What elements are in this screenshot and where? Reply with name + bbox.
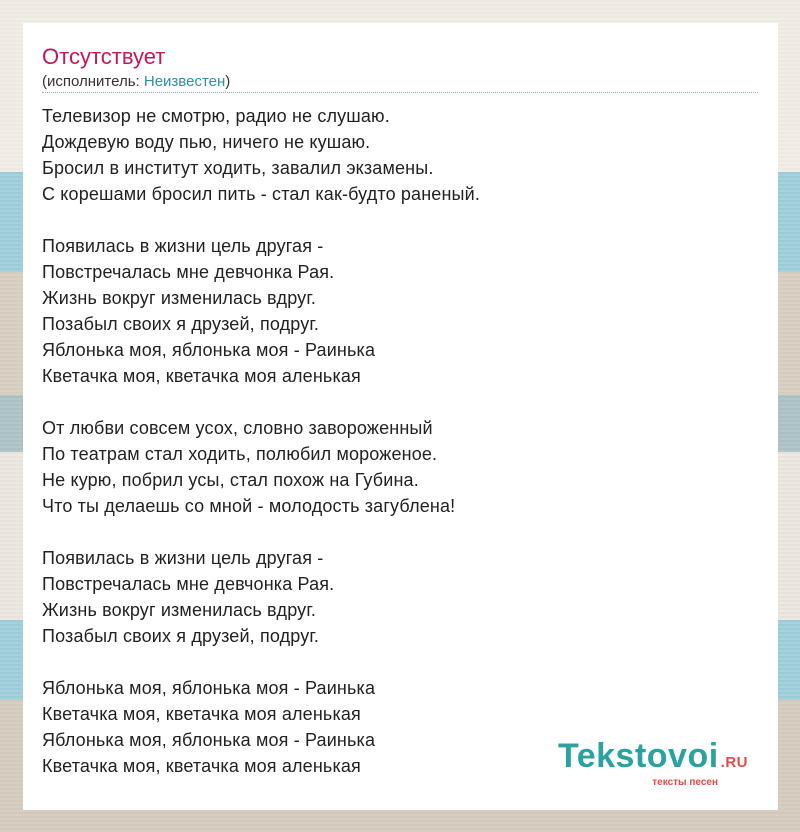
- lyrics-card: [23, 23, 778, 810]
- logo-tagline: тексты песен: [652, 777, 718, 788]
- logo-name: Tekstovoi: [557, 737, 719, 775]
- divider: [42, 92, 758, 93]
- lyrics-text: Телевизор не смотрю, радио не слушаю. Дождевую воду пью, ничего не кушаю. Бросил в институт ходить, завалил экзамены. С корешами бросил пить - стал как-будто раненый. Появилась в жизни цель другая - Повстречалась мне девчонка Рая. Жизнь вокруг изменилась вдруг. Позабыл своих я друзей, подруг. Яблонька моя, яблонька моя - Раинька Кветачка моя, кветачка моя аленькая От любви совсем усох, словно завороженный По театрам стал ходить, полюбил мороженое. Не курю, побрил усы, стал похож на Губина. Что ты делаешь со мной - молодость загублена! Появилась в жизни цель другая - Повстречалась мне девчонка Рая. Жизнь вокруг изменилась вдруг. Позабыл своих я друзей, подруг. Яблонька моя, яблонька моя - Раинька Кветачка моя, кветачка моя аленькая Яблонька моя, яблонька моя - Раинька Кветачка моя, кветачка моя аленькая: [42, 106, 480, 776]
- song-title: Отсутствует: [42, 44, 166, 69]
- artist-prefix: (исполнитель:: [42, 73, 144, 90]
- logo-tld: .RU: [720, 754, 748, 771]
- logo-wordmark: [558, 739, 748, 780]
- artist-line: [42, 72, 230, 92]
- site-logo[interactable]: [558, 739, 748, 788]
- artist-link[interactable]: Неизвестен: [143, 73, 226, 90]
- artist-suffix: ): [225, 73, 231, 90]
